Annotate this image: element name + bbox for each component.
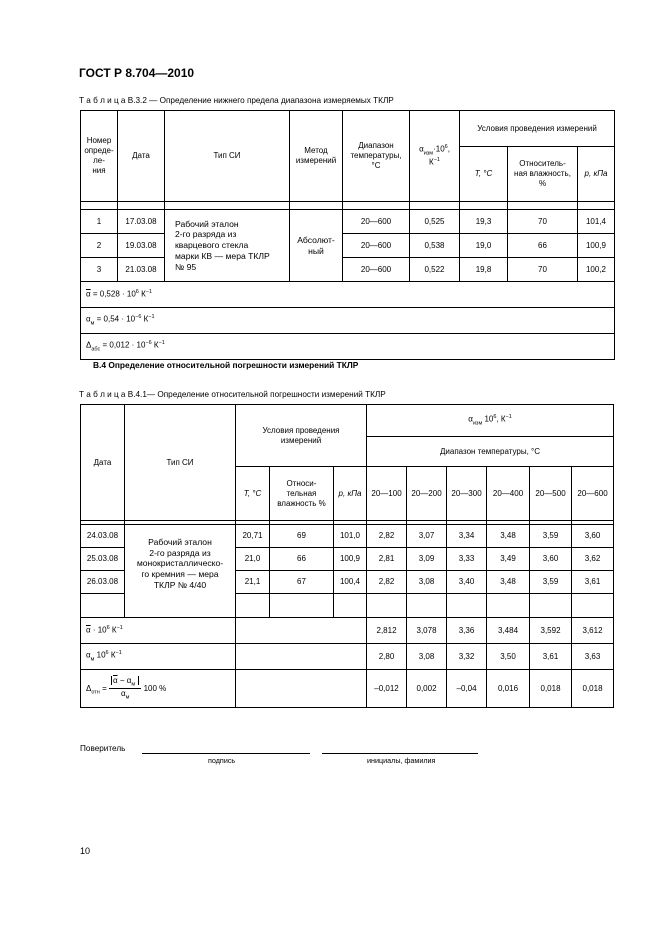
header-conditions: Условия проведения измерений — [460, 111, 615, 147]
page-number: 10 — [80, 846, 91, 856]
header-range-col: 20—400 — [487, 467, 530, 521]
header-range: Диапазон температуры, °С — [367, 437, 614, 467]
table-b32 — [80, 110, 615, 360]
header-conditions: Условия проведения измерений — [236, 405, 367, 467]
header-range: Диапазон температуры, °С — [343, 111, 410, 202]
header-temp: Т, °С — [460, 147, 508, 202]
delta-rel-row: $\Delta_{отн}$ = $\frac{\overline{\alpha} - \alpha_м}{\alpha_м}$ 100 % –0,012 0,002 –0,04 0,016 0,018 0,018 — [81, 670, 614, 708]
table-b32-caption: Т а б л и ц а В.3.2 — Определение нижнего предела диапазона измеряемых ТКЛР — [79, 96, 394, 105]
table-b41 — [80, 404, 614, 708]
etalon-type-cell: Рабочий эталон 2-го разряда из кварцевого стекла марки КВ — мера ТКЛР № 95 — [165, 210, 290, 282]
signature-line — [142, 753, 310, 754]
etalon-type-cell: Рабочий эталон 2-го разряда из монокристаллическо- го кремния — мера ТКЛР № 4/40 — [125, 525, 236, 618]
header-pressure: р, кПа — [334, 467, 367, 521]
header-range-col: 20—300 — [447, 467, 487, 521]
name-caption: инициалы, фамилия — [367, 756, 436, 765]
header-type: Тип СИ — [125, 405, 236, 521]
mean-alpha-row: $\overline{\alpha} = 0,528 \cdot 10^6$ $К^{-1}$ — [81, 282, 615, 308]
table-row: 2 19.03.08 20—600 0,538 19,0 66 100,9 — [81, 234, 615, 258]
table-row: 26.03.08 21,1 67 100,4 2,82 3,08 3,40 3,48 3,59 3,61 — [81, 571, 614, 594]
header-date: Дата — [81, 405, 125, 521]
document-header: ГОСТ Р 8.704—2010 — [79, 66, 195, 80]
header-range-col: 20—200 — [407, 467, 447, 521]
header-pressure: р, кПа — [578, 147, 615, 202]
header-range-col: 20—500 — [530, 467, 572, 521]
header-humidity: Относитель- ная влажность, % — [508, 147, 578, 202]
header-alpha: $\alpha_{изм}\cdot 10^6$, $К^{-1}$ — [410, 111, 460, 202]
mean-alpha-label: $\overline{\alpha} \cdot 10^6$ $К^{-1}$ — [81, 618, 236, 644]
method-cell: Абсолют- ный — [290, 210, 343, 282]
header-temp: Т, °С — [236, 467, 270, 521]
alpha-m-row: $\alpha_м = 0,54 \cdot 10^{-6}$ $К^{-1}$ — [81, 308, 615, 334]
header-method: Метод измерений — [290, 111, 343, 202]
header-humidity: Относи- тельная влажность % — [270, 467, 334, 521]
header-range-col: 20—600 — [572, 467, 614, 521]
table-row: 25.03.08 21,0 66 100,9 2,81 3,09 3,33 3,49 3,60 3,62 — [81, 548, 614, 571]
table-b41-caption: Т а б л и ц а В.4.1— Определение относительной погрешности измерений ТКЛР — [79, 390, 386, 399]
header-type: Тип СИ — [165, 111, 290, 202]
section-b4-title: В.4 Определение относительной погрешности измерений ТКЛР — [93, 360, 359, 370]
header-range-col: 20—100 — [367, 467, 407, 521]
signature-label: Поверитель — [80, 744, 126, 753]
mean-alpha-row: $\overline{\alpha} \cdot 10^6$ $К^{-1}$ 2,812 3,078 3,36 3,484 3,592 3,612 — [81, 618, 614, 644]
table-row: 24.03.08 Рабочий эталон 2-го разряда из монокристаллическо- го кремния — мера ТКЛР № 4/40 20,71 69 101,0 2,82 3,07 3,34 3,48 3,59 3,60 — [81, 525, 614, 548]
delta-formula-fraction: $\frac{\overline{\alpha} - \alpha_м}{\alpha_м}$ — [109, 676, 141, 702]
delta-abs-row: $\Delta_{абс} = 0,012 \cdot 10^{-6}$ $К^{-1}$ — [81, 334, 615, 360]
alpha-m-label: $\alpha_м$ $10^6$ $К^{-1}$ — [81, 644, 236, 670]
signature-caption: подпись — [208, 756, 236, 765]
header-num: Номер опреде- ле- ния — [81, 111, 118, 202]
alpha-m-row: $\alpha_м$ $10^6$ $К^{-1}$ 2,80 3,08 3,32 3,50 3,61 3,63 — [81, 644, 614, 670]
name-line — [322, 753, 478, 754]
table-row: 3 21.03.08 20—600 0,522 19,8 70 100,2 — [81, 258, 615, 282]
header-date: Дата — [118, 111, 165, 202]
header-alpha: $\alpha_{изм}$ $10^6$, $К^{-1}$ — [367, 405, 614, 437]
table-row: 1 17.03.08 Рабочий эталон 2-го разряда из кварцевого стекла марки КВ — мера ТКЛР № 95 Абсолют- ный 20—600 0,525 19,3 70 101,4 — [81, 210, 615, 234]
delta-rel-label: $\Delta_{отн}$ = $\frac{\overline{\alpha} - \alpha_м}{\alpha_м}$ 100 % — [81, 670, 236, 708]
